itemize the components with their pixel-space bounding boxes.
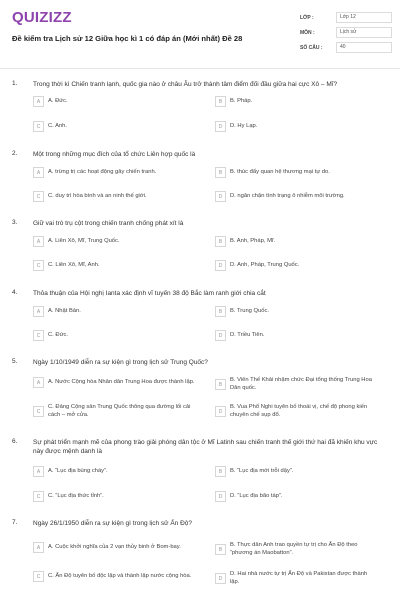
option-c[interactable] (33, 121, 196, 132)
option-letter: D (215, 491, 226, 502)
option-d[interactable] (215, 121, 378, 132)
question-number: 2. (12, 150, 18, 157)
option-letter: B (215, 96, 226, 107)
question-number: 5. (12, 358, 18, 365)
option-b[interactable] (215, 466, 378, 477)
meta-label: SỐ CÂU : (300, 44, 323, 51)
question-text: Thỏa thuận của Hội nghị Ianta xác định vĩ tuyến 38 độ Bắc làm ranh giới chia cắt (33, 290, 266, 297)
question-text: Trong thời kì Chiến tranh lạnh, quốc gia nào ở châu Âu trở thành tâm điểm đối đầu giữa hai cực Xô – Mĩ? (33, 81, 338, 88)
option-text: C. Anh. (48, 122, 68, 129)
option-letter: C (33, 330, 44, 341)
option-text: A. Cuộc khởi nghĩa của 2 vạn thủy binh ở Bom-bay. (48, 543, 181, 550)
option-text: B. “Lục địa mới trỗi dậy”. (230, 467, 294, 474)
quizizz-logo[interactable]: QUIZIZZ (12, 9, 72, 26)
option-text: A. Nhật Bản. (48, 307, 81, 314)
option-text: D. Anh, Pháp, Trung Quốc. (230, 261, 300, 268)
option-letter: B (215, 167, 226, 178)
option-text: C. Ấn Độ tuyên bố độc lập và thành lập nước cộng hòa. (48, 572, 192, 579)
meta-value: 40 (336, 42, 392, 53)
option-b[interactable] (215, 236, 378, 247)
option-letter: B (215, 544, 226, 555)
option-text: B. Pháp. (230, 97, 253, 104)
option-text: B. Viên Thế Khải nhậm chức Đại tổng thống Trung Hoa Dân quốc. (230, 377, 372, 391)
option-text: D. “Lục địa bão táp”. (230, 492, 283, 499)
option-letter: C (33, 491, 44, 502)
option-a[interactable] (33, 542, 196, 553)
option-letter: C (33, 121, 44, 132)
option-c[interactable] (33, 571, 196, 582)
option-a[interactable] (33, 377, 196, 388)
option-letter: D (215, 573, 226, 584)
option-text: D. Hy Lạp. (230, 122, 258, 129)
meta-panel (300, 10, 392, 55)
option-letter: D (215, 260, 226, 271)
option-c[interactable] (33, 260, 196, 271)
option-text: D. ngăn chặn tình trạng ô nhiễm môi trường. (230, 192, 345, 199)
question-text: Ngày 26/1/1950 diễn ra sự kiện gì trong lịch sử Ấn Độ? (33, 520, 193, 527)
question-number: 1. (12, 80, 18, 87)
option-text: C. Đảng Cộng sản Trung Quốc thông qua đường lối cải cách – mở cửa. (48, 404, 191, 418)
option-d[interactable] (215, 191, 378, 202)
header-divider (0, 68, 400, 69)
question-text: Một trong những mục đích của tổ chức Liên hợp quốc là (33, 151, 196, 158)
meta-value: Lớp 12 (336, 12, 392, 23)
question-number: 7. (12, 519, 18, 526)
option-b[interactable] (215, 542, 378, 557)
option-letter: A (33, 167, 44, 178)
option-text: A. Nước Cộng hòa Nhân dân Trung Hoa được thành lập. (48, 378, 195, 385)
option-text: A. Đức. (48, 97, 68, 104)
option-letter: B (215, 236, 226, 247)
option-letter: A (33, 306, 44, 317)
option-text: C. Đức. (48, 331, 68, 338)
question-text: Sự phát triển mạnh mẽ của phong trào giải phóng dân tộc ở Mĩ Latinh sau chiến tranh thế giới thứ hai đã khiến khu vực này được mệnh danh là (33, 439, 378, 455)
option-b[interactable] (215, 167, 378, 178)
option-a[interactable] (33, 167, 196, 178)
option-letter: C (33, 571, 44, 582)
page-title: Đề kiểm tra Lịch sử 12 Giữa học kì 1 có đáp án (Mới nhất) Đề 28 (12, 34, 243, 43)
meta-row-class (300, 10, 392, 25)
option-text: A. trừng trị các hoạt động gây chiến tranh. (48, 168, 157, 175)
option-text: B. Anh, Pháp, Mĩ. (230, 237, 276, 244)
question-number: 6. (12, 438, 18, 445)
option-d[interactable] (215, 571, 378, 586)
option-text: B. thúc đẩy quan hệ thương mại tự do. (230, 168, 330, 175)
option-text: C. Liên Xô, Mĩ, Anh. (48, 261, 100, 268)
question-text: Ngày 1/10/1949 diễn ra sự kiện gì trong lịch sử Trung Quốc? (33, 359, 208, 366)
question-number: 4. (12, 289, 18, 296)
option-letter: A (33, 542, 44, 553)
option-text: C. duy trì hòa bình và an ninh thế giới. (48, 192, 147, 199)
option-a[interactable] (33, 306, 196, 317)
option-letter: C (33, 260, 44, 271)
option-letter: D (215, 406, 226, 417)
option-c[interactable] (33, 191, 196, 202)
meta-row-count (300, 40, 392, 55)
option-letter: D (215, 121, 226, 132)
meta-label: MÔN : (300, 29, 315, 36)
option-c[interactable] (33, 491, 196, 502)
option-letter: A (33, 466, 44, 477)
option-text: A. Liên Xô, Mĩ, Trung Quốc. (48, 237, 120, 244)
option-text: A. “Lục địa bùng cháy”. (48, 467, 108, 474)
option-text: B. Vua Phổ Nghi tuyên bố thoái vị, chế độ phong kiến chuyên chế sụp đổ. (230, 404, 368, 418)
option-c[interactable] (33, 404, 196, 419)
option-letter: A (33, 377, 44, 388)
option-letter: B (215, 466, 226, 477)
option-a[interactable] (33, 236, 196, 247)
option-letter: C (33, 406, 44, 417)
option-b[interactable] (215, 306, 378, 317)
option-c[interactable] (33, 330, 196, 341)
option-text: D. Triều Tiên. (230, 331, 265, 338)
option-text: D. Hai nhà nước tự trị Ấn Độ và Pakixtan được thành lập. (230, 571, 368, 585)
option-letter: A (33, 96, 44, 107)
document-header (0, 0, 400, 62)
option-letter: B (215, 379, 226, 390)
option-letter: D (215, 191, 226, 202)
option-text: C. “Lục địa thức tỉnh”. (48, 492, 104, 499)
question-number: 3. (12, 219, 18, 226)
meta-value: Lịch sử (336, 27, 392, 38)
option-letter: D (215, 330, 226, 341)
option-letter: B (215, 306, 226, 317)
option-a[interactable] (33, 466, 196, 477)
question-text: Giữ vai trò trụ cột trong chiến tranh chống phát xít là (33, 220, 184, 227)
option-a[interactable] (33, 96, 196, 107)
option-b[interactable] (215, 377, 378, 392)
option-letter: A (33, 236, 44, 247)
option-d[interactable] (215, 330, 378, 341)
option-letter: C (33, 191, 44, 202)
meta-row-subject (300, 25, 392, 40)
option-b[interactable] (215, 96, 378, 107)
option-d[interactable] (215, 404, 378, 419)
option-text: B. Trung Quốc. (230, 307, 269, 314)
option-d[interactable] (215, 260, 378, 271)
option-text: B. Thực dân Anh trao quyền tự trị cho Ấn Độ theo “phương án Maobatton”. (230, 542, 358, 556)
option-d[interactable] (215, 491, 378, 502)
meta-label: LỚP : (300, 14, 314, 21)
